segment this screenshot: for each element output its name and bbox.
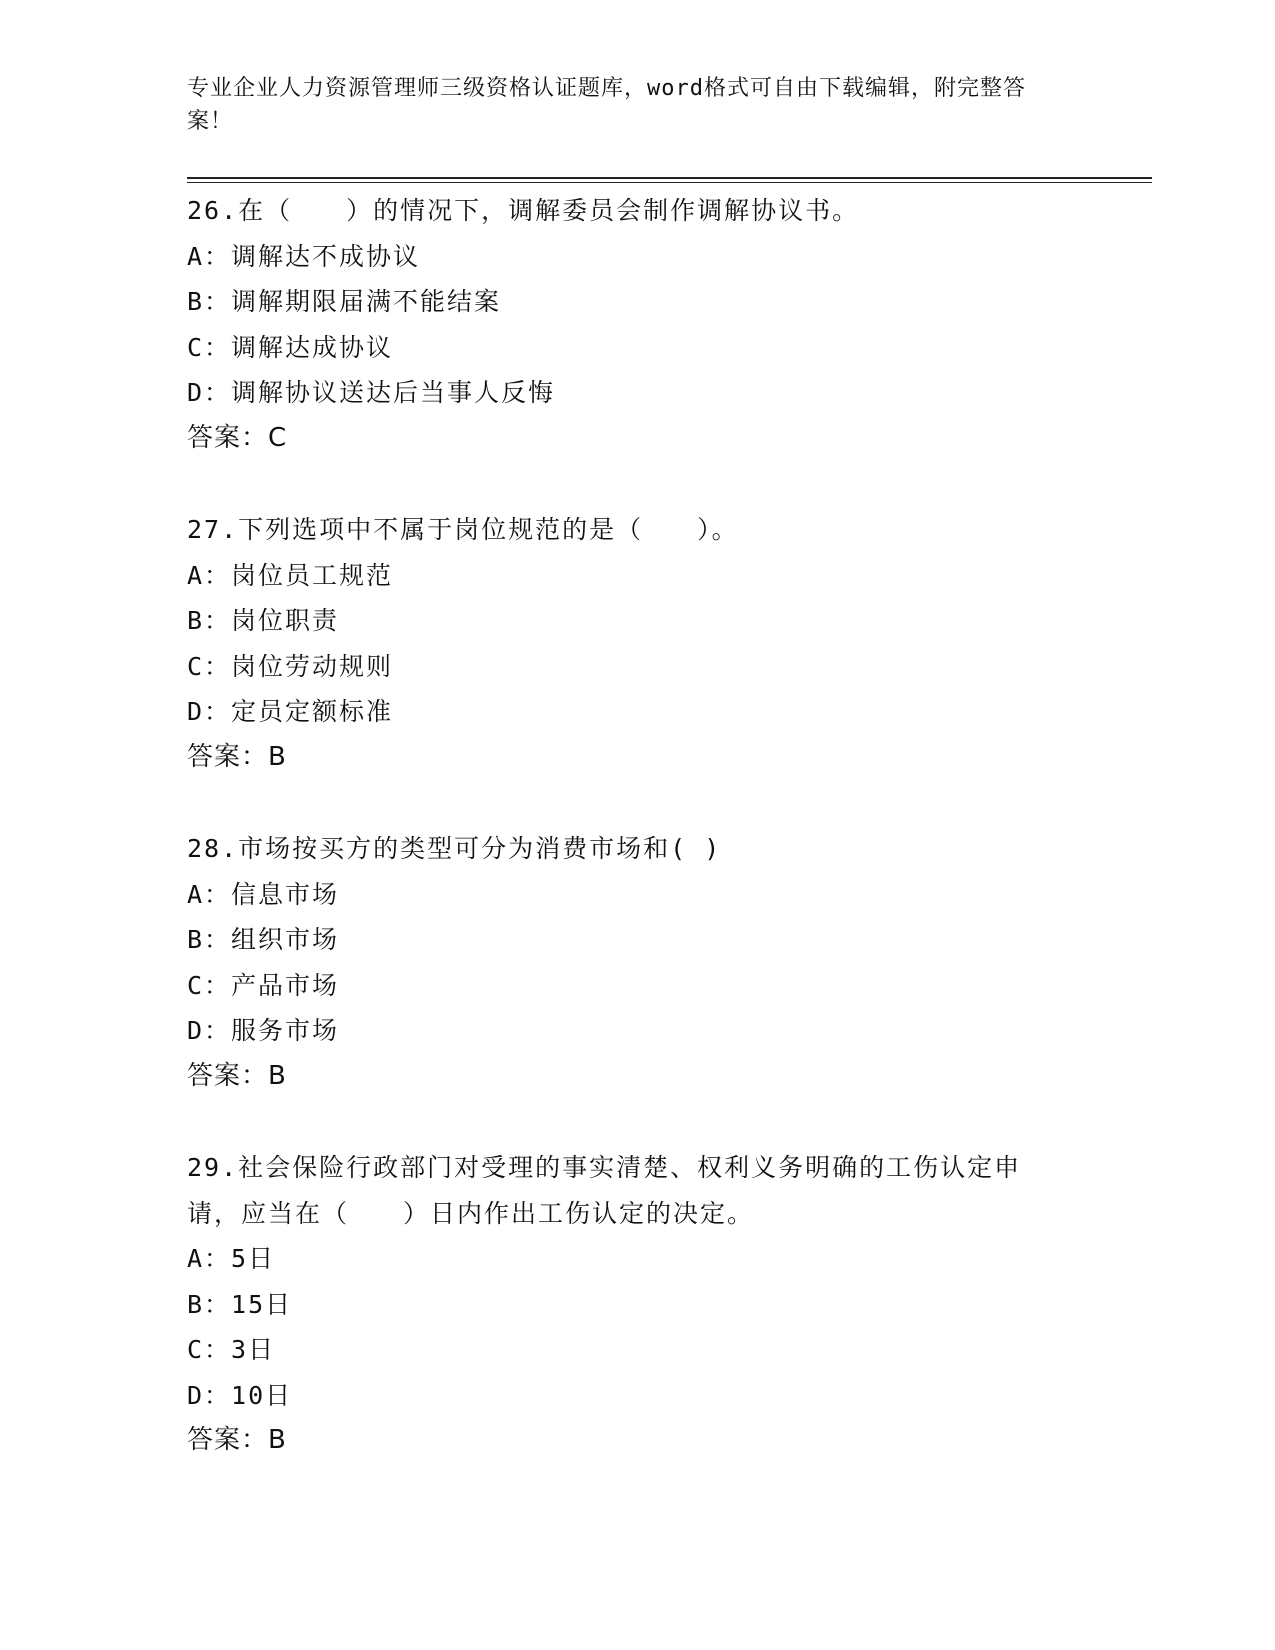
option-d: D：10日 — [187, 1380, 293, 1410]
question-block-27 — [187, 507, 1087, 780]
question-stem: 29.社会保险行政部门对受理的事实清楚、权利义务明确的工伤认定申请，应当在（ ）日内作出工伤认定的决定。 — [187, 1153, 1022, 1228]
option-b: B：组织市场 — [187, 925, 340, 954]
answer: 答案：B — [187, 1060, 287, 1091]
option-d: D：定员定额标准 — [187, 697, 394, 726]
question-block-28 — [187, 826, 1087, 1099]
option-a: A：岗位员工规范 — [187, 560, 394, 590]
option-c: C：产品市场 — [187, 970, 340, 1000]
option-c: C：调解达成协议 — [187, 332, 394, 362]
header-divider-thick — [187, 177, 1152, 179]
answer: 答案：B — [187, 1425, 287, 1455]
option-b: B：岗位职责 — [187, 606, 340, 635]
document-header: 专业企业人力资源管理师三级资格认证题库，word格式可自由下载编辑，附完整答案！ — [187, 76, 1026, 134]
answer: 答案：B — [187, 741, 287, 772]
option-a: A：调解达不成协议 — [187, 241, 421, 271]
header-divider-thin — [187, 182, 1152, 183]
option-b: B：调解期限届满不能结案 — [187, 287, 502, 316]
option-b: B：15日 — [187, 1289, 293, 1319]
option-c: C：3日 — [187, 1335, 276, 1364]
question-block-26 — [187, 188, 1087, 461]
option-d: D：调解协议送达后当事人反悔 — [187, 378, 556, 407]
question-stem: 28.市场按买方的类型可分为消费市场和( ) — [187, 834, 722, 863]
answer: 答案：C — [187, 422, 288, 453]
option-a: A：5日 — [187, 1244, 276, 1273]
option-d: D：服务市场 — [187, 1016, 340, 1045]
question-stem: 27.下列选项中不属于岗位规范的是（ ）。 — [187, 515, 739, 544]
question-stem: 26.在（ ）的情况下，调解委员会制作调解协议书。 — [187, 196, 860, 225]
option-c: C：岗位劳动规则 — [187, 651, 394, 681]
question-block-29 — [187, 1145, 1087, 1464]
option-a: A：信息市场 — [187, 879, 340, 909]
